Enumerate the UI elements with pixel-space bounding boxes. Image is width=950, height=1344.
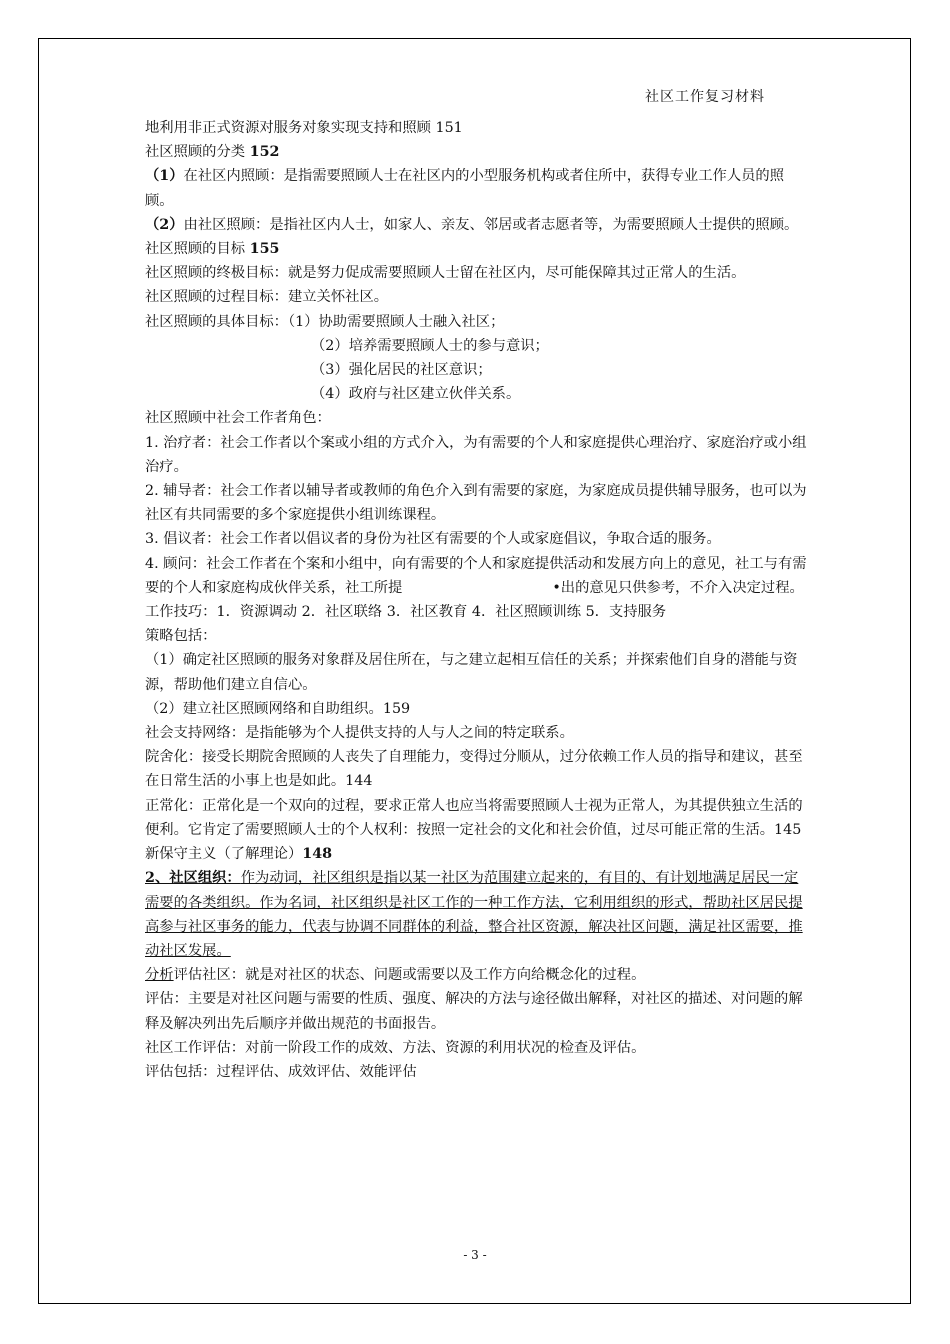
paragraph: 社区照顾的具体目标：（1）协助需要照顾人士融入社区；: [145, 313, 505, 330]
paragraph: 社区工作评估：对前一阶段工作的成效、方法、资源的利用状况的检查及评估。: [145, 1039, 646, 1056]
paragraph: 社区照顾的过程目标：建立关怀社区。: [145, 289, 389, 306]
paragraph: （1）确定社区照顾的服务对象群及居住所在，与之建立起相互信任的关系；并探索他们自身的潜能与资源，帮助他们建立自信心。: [145, 652, 798, 693]
paragraph: 评估：主要是对社区问题与需要的性质、强度、解决的方法与途径做出解释，对社区的描述、对问题的解释及解决列出先后顺序并做出规范的书面报告。: [145, 991, 803, 1032]
list-marker: （1）: [145, 168, 184, 185]
page-ref: 152: [249, 144, 280, 161]
text: 4. 顾问：社会工作者在个案和小组中，向有需要的个人和家庭提供活动和发展方向上的意见，社工与有需要的个人和家庭构成伙伴关系，社工所提: [145, 555, 807, 596]
text: 由社区照顾：是指社区内人士，如家人、亲友、邻居或者志愿者等，为需要照顾人士提供的照顾。: [183, 216, 799, 233]
paragraph: [145, 866, 811, 963]
running-header: 社区工作复习材料: [645, 89, 765, 105]
page-ref: 151: [435, 120, 463, 136]
section-heading: [145, 140, 811, 164]
paragraph: 评估包括：过程评估、成效评估、效能评估: [145, 1063, 417, 1080]
text: 社区照顾的分类: [145, 144, 246, 161]
text: 在社区内照顾：是指需要照顾人士在社区内的小型服务机构或者住所中，获得专业工作人员的照顾。: [145, 168, 785, 209]
paragraph: 3. 倡议者：社会工作者以倡议者的身份为社区有需要的个人或家庭倡议，争取合适的服务。: [145, 531, 721, 548]
paragraph: 2. 辅导者：社会工作者以辅导者或教师的角色介入到有需要的家庭，为家庭成员提供辅导服务，也可以为社区有共同需要的多个家庭提供小组训练课程。: [145, 483, 807, 524]
page-ref: 148: [302, 846, 333, 863]
section-heading: 2、社区组织：: [145, 870, 241, 887]
paragraph: 正常化：正常化是一个双向的过程，要求正常人也应当将需要照顾人士视为正常人，为其提供独立生活的便利。它肯定了需要照顾人士的个人权利：按照一定社会的文化和社会价值，过尽可能正常的生活。145: [145, 797, 803, 838]
section-heading: [145, 842, 811, 866]
text: 地利用非正式资源对服务对象实现支持和照顾: [145, 120, 431, 136]
paragraph: 1. 治疗者：社会工作者以个案或小组的方式介入，为有需要的个人和家庭提供心理治疗、家庭治疗或小组治疗。: [145, 434, 807, 475]
text: 新保守主义（了解理论）: [145, 846, 303, 863]
underlined-text: 分析: [145, 967, 174, 984]
document-body: [145, 116, 811, 1084]
paragraph: [145, 963, 811, 987]
list-item: （2）培养需要照顾人士的参与意识；: [311, 337, 549, 354]
page-number: - 3 -: [463, 1248, 487, 1262]
paragraph: 院舍化：接受长期院舍照顾的人丧失了自理能力，变得过分顺从，过分依赖工作人员的指导和建议，甚至在日常生活的小事上也是如此。144: [145, 749, 803, 790]
paragraph: [145, 552, 811, 600]
text: •出的意见只供参考，不介入决定过程。: [552, 579, 804, 596]
paragraph: [145, 213, 811, 237]
paragraph: （2）建立社区照顾网络和自助组织。159: [145, 700, 411, 717]
paragraph: [145, 164, 811, 212]
paragraph: [145, 116, 811, 140]
paragraph: 工作技巧：1．资源调动 2．社区联络 3．社区教育 4．社区照顾训练 5．支持服务: [145, 604, 667, 621]
list-item: （4）政府与社区建立伙伴关系。: [311, 386, 521, 403]
list-marker: （2）: [145, 216, 184, 233]
paragraph: 社会支持网络：是指能够为个人提供支持的人与人之间的特定联系。: [145, 725, 574, 742]
section-heading: [145, 237, 811, 261]
text: 社区照顾的目标: [145, 241, 246, 258]
page-ref: 155: [249, 241, 280, 258]
paragraph: 策略包括：: [145, 628, 217, 645]
text: 评估社区：就是对社区的状态、问题或需要以及工作方向给概念化的过程。: [173, 967, 646, 984]
text: 作为动词，社区组织是指以某一社区为范围建立起来的，有目的、有计划地满足居民一定需要的各类组织。作为名词，社区组织是社区工作的一种工作方法，它利用组织的形式，帮助社区居民提高参与社区事务的能力，代表与协调不同群体的利益，整合社区资源，解决社区问题，满足社区需要，推动社区发展。: [145, 870, 803, 959]
list-item: （3）强化居民的社区意识；: [311, 362, 492, 379]
paragraph: 社区照顾中社会工作者角色：: [145, 410, 331, 427]
paragraph: 社区照顾的终极目标：就是努力促成需要照顾人士留在社区内，尽可能保障其过正常人的生活。: [145, 265, 746, 282]
